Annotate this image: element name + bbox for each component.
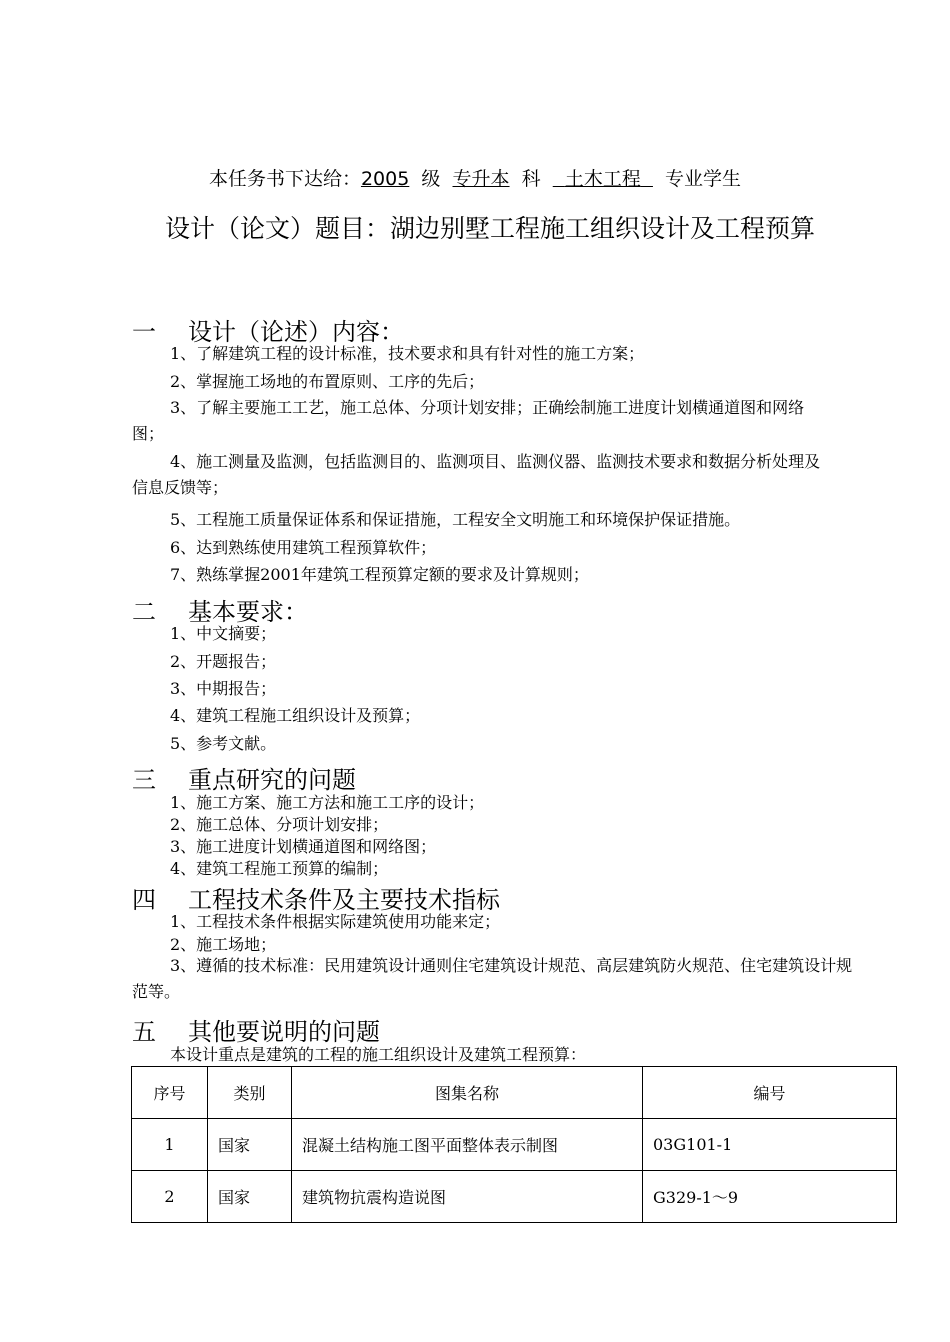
section-5-title: 其他要说明的问题 — [188, 1018, 380, 1046]
list-item: 4、建筑工程施工预算的编制； — [170, 859, 389, 878]
section-4-number: 四 — [132, 886, 156, 914]
list-item: 5、工程施工质量保证体系和保证措施，工程安全文明施工和环境保护保证措施。 — [170, 510, 741, 529]
list-item: 1、施工方案、施工方法和施工工序的设计； — [170, 793, 485, 812]
section-1-number: 一 — [132, 318, 156, 346]
assignment-line — [0, 164, 950, 191]
table-cell: G329-1～9 — [643, 1171, 897, 1223]
list-item: 3、遵循的技术标准：民用建筑设计通则住宅建筑设计规范、高层建筑防火规范、住宅建筑设计规范等。 — [132, 956, 853, 1001]
section-2-title: 基本要求： — [188, 598, 308, 626]
assignment-level: 专升本 — [452, 168, 510, 190]
table-header: 序号 — [132, 1067, 208, 1119]
list-item: 4、施工测量及监测，包括监测目的、监测项目、监测仪器、监测技术要求和数据分析处理及信息反馈等； — [132, 452, 821, 497]
table-header: 图集名称 — [292, 1067, 643, 1119]
thesis-topic: 设计（论文）题目：湖边别墅工程施工组织设计及工程预算 — [164, 214, 815, 243]
table-header: 类别 — [208, 1067, 292, 1119]
assignment-major-text: 土木工程 — [564, 168, 641, 190]
table-cell: 混凝土结构施工图平面整体表示制图 — [292, 1119, 643, 1171]
table-row — [132, 1119, 897, 1171]
section-1-title: 设计（论述）内容： — [188, 318, 404, 346]
list-item: 2、开题报告； — [170, 652, 277, 671]
section-4-title: 工程技术条件及主要技术指标 — [188, 886, 500, 914]
reference-table — [131, 1066, 897, 1223]
list-item: 4、建筑工程施工组织设计及预算； — [170, 706, 421, 725]
list-item: 2、施工场地； — [170, 935, 277, 954]
section-5-note: 本设计重点是建筑的工程的施工组织设计及建筑工程预算： — [170, 1045, 587, 1064]
section-2-number: 二 — [132, 598, 156, 626]
section-3-number: 三 — [132, 766, 156, 794]
table-cell: 国家 — [208, 1171, 292, 1223]
table-cell: 建筑物抗震构造说图 — [292, 1171, 643, 1223]
list-item: 7、熟练掌握2001年建筑工程预算定额的要求及计算规则； — [170, 565, 589, 584]
table-cell: 1 — [132, 1119, 208, 1171]
list-item: 6、达到熟练使用建筑工程预算软件； — [170, 538, 437, 557]
assignment-suffix: 专业学生 — [665, 168, 742, 190]
list-item: 3、了解主要施工工艺，施工总体、分项计划安排；正确绘制施工进度计划横通道图和网络图； — [132, 398, 805, 443]
table-cell: 国家 — [208, 1119, 292, 1171]
list-item: 1、工程技术条件根据实际建筑使用功能来定； — [170, 912, 501, 931]
section-3-title: 重点研究的问题 — [188, 766, 356, 794]
list-item: 2、施工总体、分项计划安排； — [170, 815, 389, 834]
list-item: 1、了解建筑工程的设计标准，技术要求和具有针对性的施工方案； — [170, 344, 645, 363]
list-item: 5、参考文献。 — [170, 734, 277, 753]
list-item: 1、中文摘要； — [170, 624, 277, 643]
section-5-number: 五 — [132, 1018, 156, 1046]
assignment-major — [553, 168, 653, 190]
table-cell: 03G101-1 — [643, 1119, 897, 1171]
table-row — [132, 1171, 897, 1223]
table-cell: 2 — [132, 1171, 208, 1223]
table-header-row — [132, 1067, 897, 1119]
assignment-prefix: 本任务书下达给： — [208, 168, 361, 190]
list-item: 3、施工进度计划横通道图和网络图； — [170, 837, 437, 856]
list-item: 2、掌握施工场地的布置原则、工序的先后； — [170, 372, 485, 391]
assignment-grade-label: 级 — [421, 168, 441, 190]
table-header: 编号 — [643, 1067, 897, 1119]
assignment-grade: 2005 — [360, 168, 410, 190]
assignment-level-label: 科 — [521, 168, 541, 190]
list-item: 3、中期报告； — [170, 679, 277, 698]
